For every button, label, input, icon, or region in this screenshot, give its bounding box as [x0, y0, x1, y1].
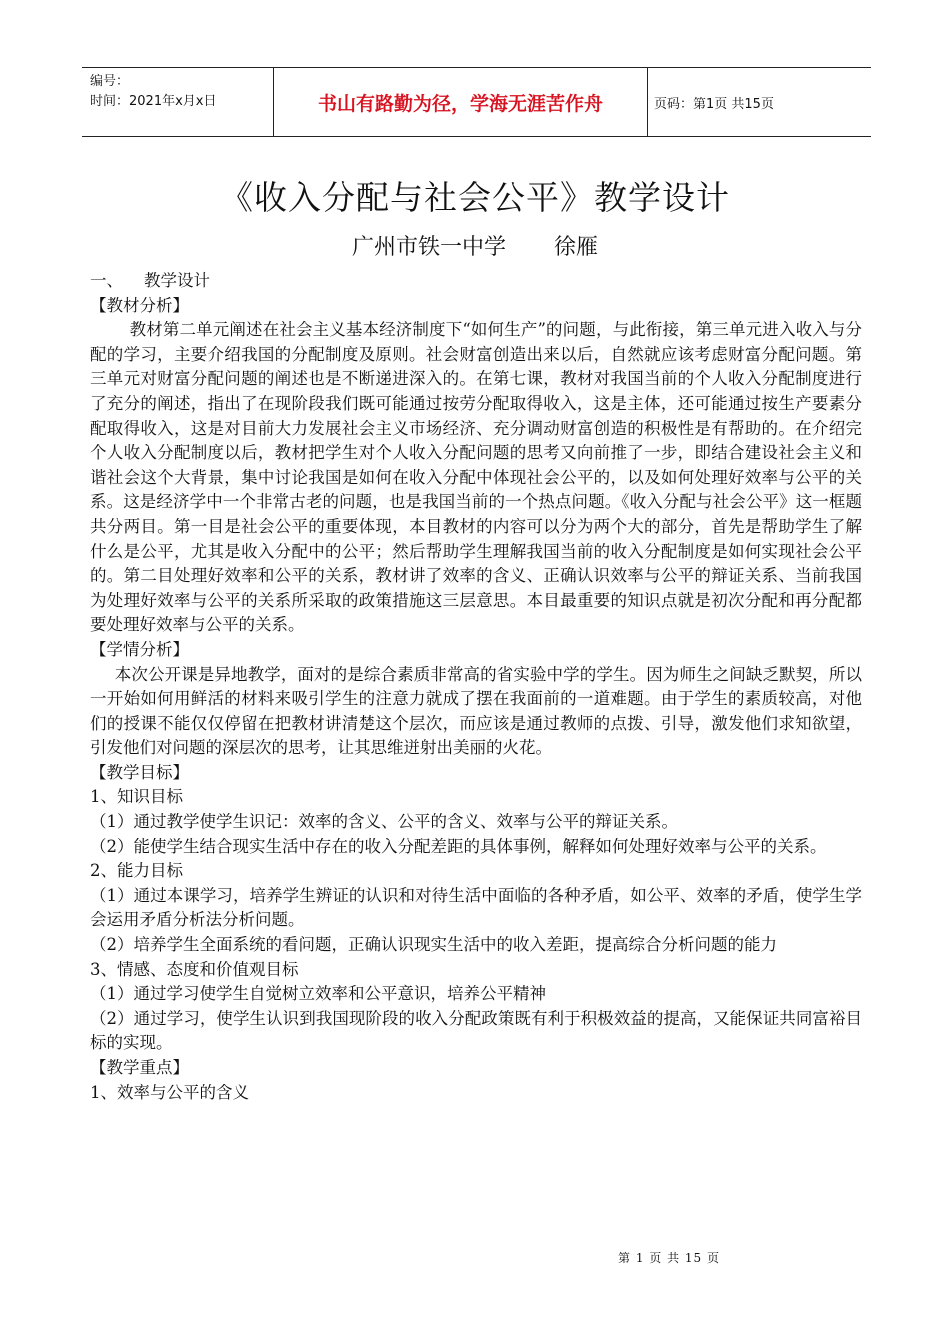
header-motto: 书山有路勤为径，学海无涯苦作舟: [274, 68, 648, 136]
goal-knowledge: 1、知识目标: [90, 787, 183, 807]
time-label: 时间：2021年x月x日: [90, 94, 217, 109]
paragraph-textbook-analysis: 教材第二单元阐述在社会主义基本经济制度下“如何生产”的问题，与此衔接，第三单元进入收入与分配的学习，主要介绍我国的分配制度及原则。社会财富创造出来以后，自然就应该考虑财富分配问题。第三单元对财富分配问题的阐述也是不断递进深入的。在第七课，教材对我国当前的个人收入分配制度进行了充分的阐述，指出了在现阶段我们既可能通过按劳分配取得收入，这是主体，还可能通过按生产要素分配取得收入，这是对目前大力发展社会主义市场经济、充分调动财富创造的积极性是有帮助的。在介绍完个人收入分配制度以后，教材把学生对个人收入分配问题的思考又向前推了一步，即结合建设社会主义和谐社会这个大背景，集中讨论我国是如何在收入分配中体现社会公平的，以及如何处理好效率与公平的关系。这是经济学中一个非常古老的问题，也是我国当前的一个热点问题。《收入分配与社会公平》这一框题共分两目。第一目是社会公平的重要体现，本目教材的内容可以分为两个大的部分，首先是帮助学生了解什么是公平，尤其是收入分配中的公平；然后帮助学生理解我国当前的收入分配制度是如何实现社会公平的。第二目处理好效率和公平的关系，教材讲了效率的含义、正确认识效率与公平的辩证关系、当前我国为处理好效率与公平的关系所采取的政策措施这三层意思。本目最重要的知识点就是初次分配和再分配都要处理好效率与公平的关系。: [90, 320, 862, 635]
goal-values: 3、情感、态度和价值观目标: [90, 959, 299, 979]
heading-textbook-analysis: 【教材分析】: [90, 295, 189, 315]
paragraph-student-analysis: 本次公开课是异地教学，面对的是综合素质非常高的省实验中学的学生。因为师生之间缺乏默契，所以一开始如何用鲜活的材料来吸引学生的注意力就成了摆在我面前的一道难题。由于学生的素质较高，对他们的授课不能仅仅停留在把教材讲清楚这个层次，而应该是通过教师的点拨、引导，激发他们求知欲望，引发他们对问题的深层次的思考，让其思维迸射出美丽的火花。: [90, 664, 862, 758]
page-footer: 第 1 页 共 15 页: [618, 1251, 720, 1265]
goal-ability: 2、能力目标: [90, 861, 183, 881]
header-table: [82, 67, 871, 137]
author-school: 广州市铁一中学: [351, 235, 506, 260]
header-meta: [82, 68, 274, 136]
goal-knowledge-2: （2）能使学生结合现实生活中存在的收入分配差距的具体事例，解释如何处理好效率与公平的关系。: [90, 836, 827, 856]
key-point-1: 1、效率与公平的含义: [90, 1082, 249, 1102]
heading-key-points: 【教学重点】: [90, 1058, 189, 1077]
heading-student-analysis: 【学情分析】: [90, 639, 189, 659]
document-body: [90, 269, 862, 1105]
author-name: 徐雁: [554, 235, 599, 260]
goal-ability-2: （2）培养学生全面系统的看问题，正确认识现实生活中的收入差距，提高综合分析问题的能力: [90, 935, 777, 955]
goal-knowledge-1: （1）通过教学使学生识记：效率的含义、公平的含义、效率与公平的辩证关系。: [90, 812, 678, 832]
heading-teaching-goals: 【教学目标】: [90, 762, 189, 782]
number-label: 编号：: [90, 74, 130, 89]
section-heading: 一、 教学设计: [90, 271, 210, 290]
goal-ability-1: （1）通过本课学习，培养学生辨证的认识和对待生活中面临的各种矛盾，如公平、效率的矛盾，使学生学会运用矛盾分析法分析问题。: [90, 885, 862, 930]
document-title: 《收入分配与社会公平》教学设计: [220, 178, 730, 217]
goal-values-1: （1）通过学习使学生自觉树立效率和公平意识，培养公平精神: [90, 984, 546, 1004]
goal-values-2: （2）通过学习，使学生认识到我国现阶段的收入分配政策既有利于积极效益的提高，又能保证共同富裕目标的实现。: [90, 1008, 862, 1053]
author-line: [0, 230, 950, 261]
header-page-info: 页码：第1页 共15页: [654, 96, 774, 112]
